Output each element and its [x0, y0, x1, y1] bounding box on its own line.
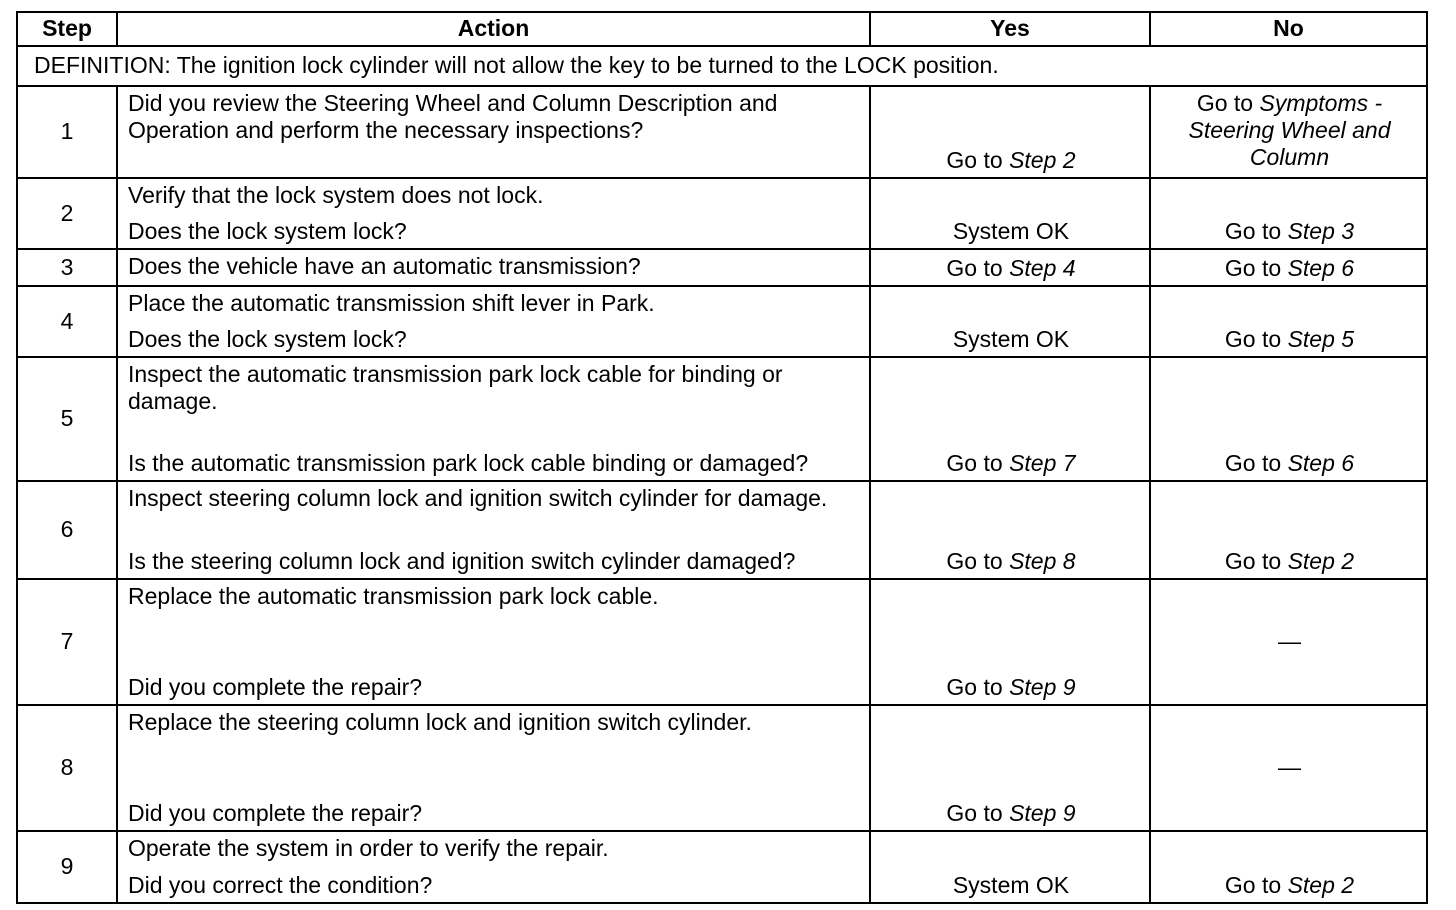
step-row — [17, 286, 1427, 357]
action-question: Does the lock system lock? — [128, 217, 407, 244]
yes-cell — [870, 249, 1150, 286]
no-go-to — [1225, 255, 1354, 282]
action-cell — [117, 86, 870, 178]
action-question: Is the automatic transmission park lock cable binding or damaged? — [128, 449, 809, 476]
action-question: Did you complete the repair? — [128, 799, 423, 826]
no-go-to — [1225, 450, 1354, 477]
no-target: Step 6 — [1287, 449, 1355, 476]
action-instruction: Inspect the automatic transmission park lock cable for binding or damage. — [128, 361, 783, 415]
action-content — [128, 485, 861, 575]
no-content — [1161, 361, 1418, 477]
no-go-to — [1225, 872, 1354, 899]
action-question: Does the lock system lock? — [128, 325, 407, 352]
no-cell — [1150, 831, 1427, 903]
no-cell — [1150, 705, 1427, 831]
action-instruction: Place the automatic transmission shift lever in Park. — [128, 290, 655, 316]
step-number: 8 — [17, 705, 117, 831]
no-prefix: Go to — [1224, 217, 1282, 244]
no-prefix: Go to — [1224, 449, 1282, 476]
yes-cell — [870, 286, 1150, 357]
yes-go-to — [946, 800, 1075, 827]
action-question: Did you correct the condition? — [128, 871, 433, 898]
step-number: 9 — [17, 831, 117, 903]
yes-prefix: Go to — [946, 254, 1003, 281]
yes-content — [881, 253, 1141, 282]
no-content — [1161, 90, 1418, 174]
yes-prefix: Go to — [946, 799, 1003, 826]
action-cell — [117, 178, 870, 249]
step-number: 3 — [17, 249, 117, 286]
yes-go-to — [946, 450, 1075, 477]
no-target: Symptoms - Steering Wheel and Column — [1188, 90, 1391, 171]
no-go-to — [1225, 218, 1354, 245]
definition-row — [17, 46, 1427, 86]
yes-go-to — [946, 255, 1075, 282]
no-prefix: Go to — [1224, 547, 1282, 574]
diagnostic-table — [16, 11, 1428, 904]
action-instruction: Replace the automatic transmission park lock cable. — [128, 583, 659, 609]
no-content — [1161, 290, 1418, 353]
no-content — [1161, 583, 1418, 701]
step-number: 1 — [17, 86, 117, 178]
yes-target: Step 9 — [1009, 799, 1076, 826]
no-cell — [1150, 249, 1427, 286]
action-cell — [117, 579, 870, 705]
action-instruction: Does the vehicle have an automatic transmission? — [128, 253, 641, 279]
yes-content — [881, 90, 1141, 174]
no-cell — [1150, 86, 1427, 178]
no-cell — [1150, 178, 1427, 249]
yes-cell — [870, 579, 1150, 705]
no-content — [1161, 835, 1418, 899]
no-target: Step 2 — [1287, 547, 1355, 574]
action-content — [128, 253, 861, 282]
no-target: Step 6 — [1287, 254, 1355, 281]
yes-content — [881, 485, 1141, 575]
no-prefix: Go to — [1224, 871, 1282, 898]
yes-content — [881, 583, 1141, 701]
yes-target: Step 4 — [1009, 254, 1076, 281]
action-cell — [117, 286, 870, 357]
no-cell — [1150, 286, 1427, 357]
yes-target: Step 2 — [1009, 146, 1076, 173]
no-result: — — [1278, 754, 1301, 781]
action-instruction: Verify that the lock system does not lock. — [128, 182, 544, 208]
action-content — [128, 90, 861, 174]
no-target: Step 3 — [1287, 217, 1355, 244]
no-prefix: Go to — [1224, 325, 1282, 352]
yes-target: Step 8 — [1009, 547, 1076, 574]
step-row — [17, 178, 1427, 249]
no-cell — [1150, 481, 1427, 579]
no-go-to — [1225, 326, 1354, 353]
yes-content — [881, 290, 1141, 353]
no-prefix: Go to — [1224, 254, 1282, 281]
yes-result: System OK — [952, 217, 1070, 244]
action-question: Did you complete the repair? — [128, 673, 423, 700]
action-content — [128, 583, 861, 701]
yes-content — [881, 709, 1141, 827]
step-row — [17, 481, 1427, 579]
no-target: Step 5 — [1287, 325, 1355, 352]
yes-result: System OK — [952, 871, 1070, 898]
yes-cell — [870, 481, 1150, 579]
yes-go-to — [946, 674, 1075, 701]
action-instruction: Replace the steering column lock and ignition switch cylinder. — [128, 709, 752, 735]
step-number: 2 — [17, 178, 117, 249]
no-content — [1161, 253, 1418, 282]
header-no: No — [1150, 12, 1427, 46]
no-cell — [1150, 579, 1427, 705]
action-cell — [117, 249, 870, 286]
yes-go-to — [946, 548, 1075, 575]
action-instruction: Did you review the Steering Wheel and Column Description and Operation and perform the necessary inspections? — [128, 90, 778, 144]
action-cell — [117, 357, 870, 481]
header-action: Action — [117, 12, 870, 46]
yes-cell — [870, 357, 1150, 481]
action-content — [128, 290, 861, 353]
yes-content — [881, 182, 1141, 245]
no-content — [1161, 182, 1418, 245]
no-content — [1161, 709, 1418, 827]
yes-go-to — [946, 147, 1075, 174]
no-go-to — [1225, 548, 1354, 575]
no-content — [1161, 485, 1418, 575]
step-row — [17, 705, 1427, 831]
yes-prefix: Go to — [946, 146, 1003, 173]
header-step: Step — [17, 12, 117, 46]
action-content — [128, 182, 861, 245]
header-row — [17, 12, 1427, 46]
yes-content — [881, 361, 1141, 477]
action-content — [128, 361, 861, 477]
yes-target: Step 9 — [1009, 673, 1076, 700]
action-cell — [117, 481, 870, 579]
step-number: 6 — [17, 481, 117, 579]
yes-prefix: Go to — [946, 673, 1003, 700]
no-go-to — [1161, 90, 1418, 171]
definition-text: DEFINITION: The ignition lock cylinder will not allow the key to be turned to the LOCK position. — [17, 46, 1427, 86]
yes-prefix: Go to — [946, 547, 1003, 574]
yes-cell — [870, 178, 1150, 249]
yes-content — [881, 835, 1141, 899]
action-content — [128, 709, 861, 827]
action-question: Is the steering column lock and ignition switch cylinder damaged? — [128, 547, 796, 574]
yes-prefix: Go to — [946, 449, 1003, 476]
no-target: Step 2 — [1287, 871, 1355, 898]
no-cell — [1150, 357, 1427, 481]
yes-cell — [870, 705, 1150, 831]
step-row — [17, 579, 1427, 705]
no-prefix: Go to — [1196, 90, 1254, 116]
yes-cell — [870, 831, 1150, 903]
action-content — [128, 835, 861, 899]
action-instruction: Operate the system in order to verify the repair. — [128, 835, 609, 861]
yes-target: Step 7 — [1009, 449, 1076, 476]
step-row — [17, 249, 1427, 286]
action-cell — [117, 705, 870, 831]
step-number: 4 — [17, 286, 117, 357]
step-row — [17, 86, 1427, 178]
diagnostic-table-body — [17, 12, 1427, 903]
no-result: — — [1278, 628, 1301, 655]
yes-result: System OK — [952, 325, 1070, 352]
yes-cell — [870, 86, 1150, 178]
step-number: 5 — [17, 357, 117, 481]
action-cell — [117, 831, 870, 903]
step-row — [17, 831, 1427, 903]
step-row — [17, 357, 1427, 481]
step-number: 7 — [17, 579, 117, 705]
action-instruction: Inspect steering column lock and ignition switch cylinder for damage. — [128, 485, 828, 511]
header-yes: Yes — [870, 12, 1150, 46]
